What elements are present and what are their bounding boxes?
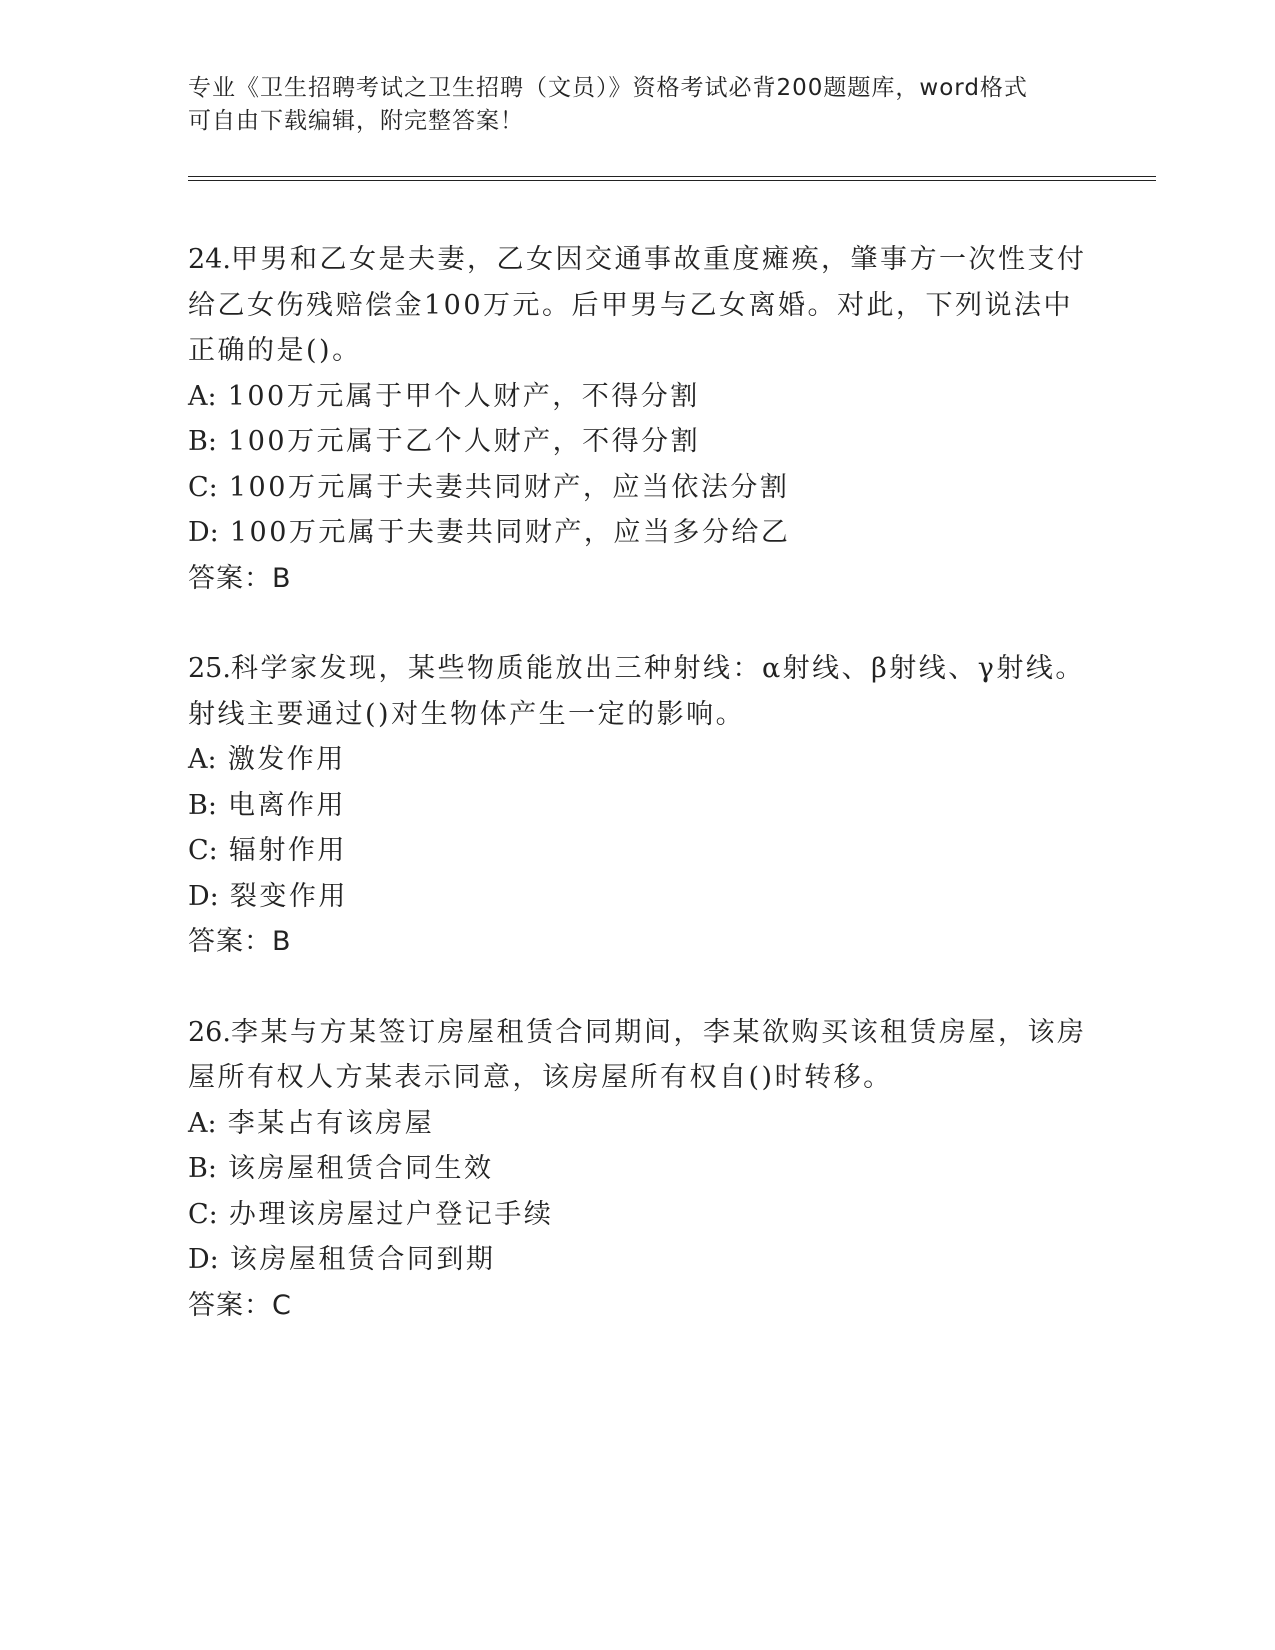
option-text: 辐射作用: [228, 835, 347, 866]
question-text: 甲男和乙女是夫妻，乙女因交通事故重度瘫痪，肇事方一次性支付给乙女伤残赔偿金100万元。后甲男与乙女离婚。对此，下列说法中正确的是()。: [188, 244, 1087, 366]
option-d: [188, 510, 1088, 556]
option-key: D:: [188, 1244, 219, 1275]
question-24: [188, 237, 1088, 601]
option-key: C:: [188, 835, 218, 866]
option-text: 100万元属于甲个人财产，不得分割: [227, 380, 700, 412]
option-c: [188, 828, 1088, 874]
answer-text: 答案：B: [188, 562, 292, 594]
option-key: D:: [188, 880, 219, 912]
question-text: 科学家发现，某些物质能放出三种射线：α射线、β射线、γ射线。射线主要通过()对生物体产生一定的影响。: [188, 653, 1085, 730]
option-key: D:: [188, 517, 219, 548]
option-key: B:: [188, 789, 217, 821]
answer-text: 答案：C: [188, 1289, 292, 1321]
question-stem: [188, 1010, 1088, 1101]
option-d: [188, 1237, 1088, 1283]
question-number: 25.: [188, 653, 231, 684]
question-25: [188, 646, 1088, 965]
option-key: C:: [188, 1198, 218, 1230]
option-key: A:: [188, 744, 217, 775]
question-list: [188, 237, 1088, 1373]
question-number: 26.: [188, 1016, 231, 1048]
header-line-2: 可自由下载编辑，附完整答案！: [188, 108, 524, 134]
option-c: [188, 465, 1088, 511]
question-number: 24.: [188, 244, 231, 275]
option-text: 电离作用: [228, 789, 347, 821]
option-text: 李某占有该房屋: [227, 1107, 435, 1139]
question-stem: [188, 237, 1088, 374]
document-header: [188, 72, 1088, 138]
option-key: B:: [188, 426, 217, 457]
option-a: [188, 737, 1088, 783]
option-a: [188, 1101, 1088, 1147]
option-key: A:: [188, 1107, 217, 1139]
option-b: [188, 1146, 1088, 1192]
option-b: [188, 783, 1088, 829]
option-text: 100万元属于夫妻共同财产，应当依法分割: [228, 471, 790, 503]
option-text: 100万元属于乙个人财产，不得分割: [228, 426, 701, 457]
option-text: 裂变作用: [229, 880, 348, 912]
question-stem: [188, 646, 1088, 737]
option-d: [188, 874, 1088, 920]
option-text: 该房屋租赁合同到期: [229, 1244, 496, 1275]
header-line-1: 专业《卫生招聘考试之卫生招聘（文员）》资格考试必背200题题库，word格式: [188, 75, 1028, 101]
option-c: [188, 1192, 1088, 1238]
option-text: 该房屋租赁合同生效: [228, 1153, 494, 1184]
option-key: B:: [188, 1153, 217, 1184]
option-key: A:: [188, 380, 217, 412]
option-b: [188, 419, 1088, 465]
option-text: 办理该房屋过户登记手续: [228, 1198, 554, 1230]
answer-text: 答案：B: [188, 926, 292, 957]
option-key: C:: [188, 471, 218, 503]
header-divider: [188, 176, 1156, 181]
question-text: 李某与方某签订房屋租赁合同期间，李某欲购买该租赁房屋，该房屋所有权人方某表示同意，该房屋所有权自()时转移。: [188, 1016, 1087, 1093]
option-text: 激发作用: [227, 744, 346, 775]
option-text: 100万元属于夫妻共同财产，应当多分给乙: [229, 517, 791, 548]
option-a: [188, 374, 1088, 420]
question-26: [188, 1010, 1088, 1329]
